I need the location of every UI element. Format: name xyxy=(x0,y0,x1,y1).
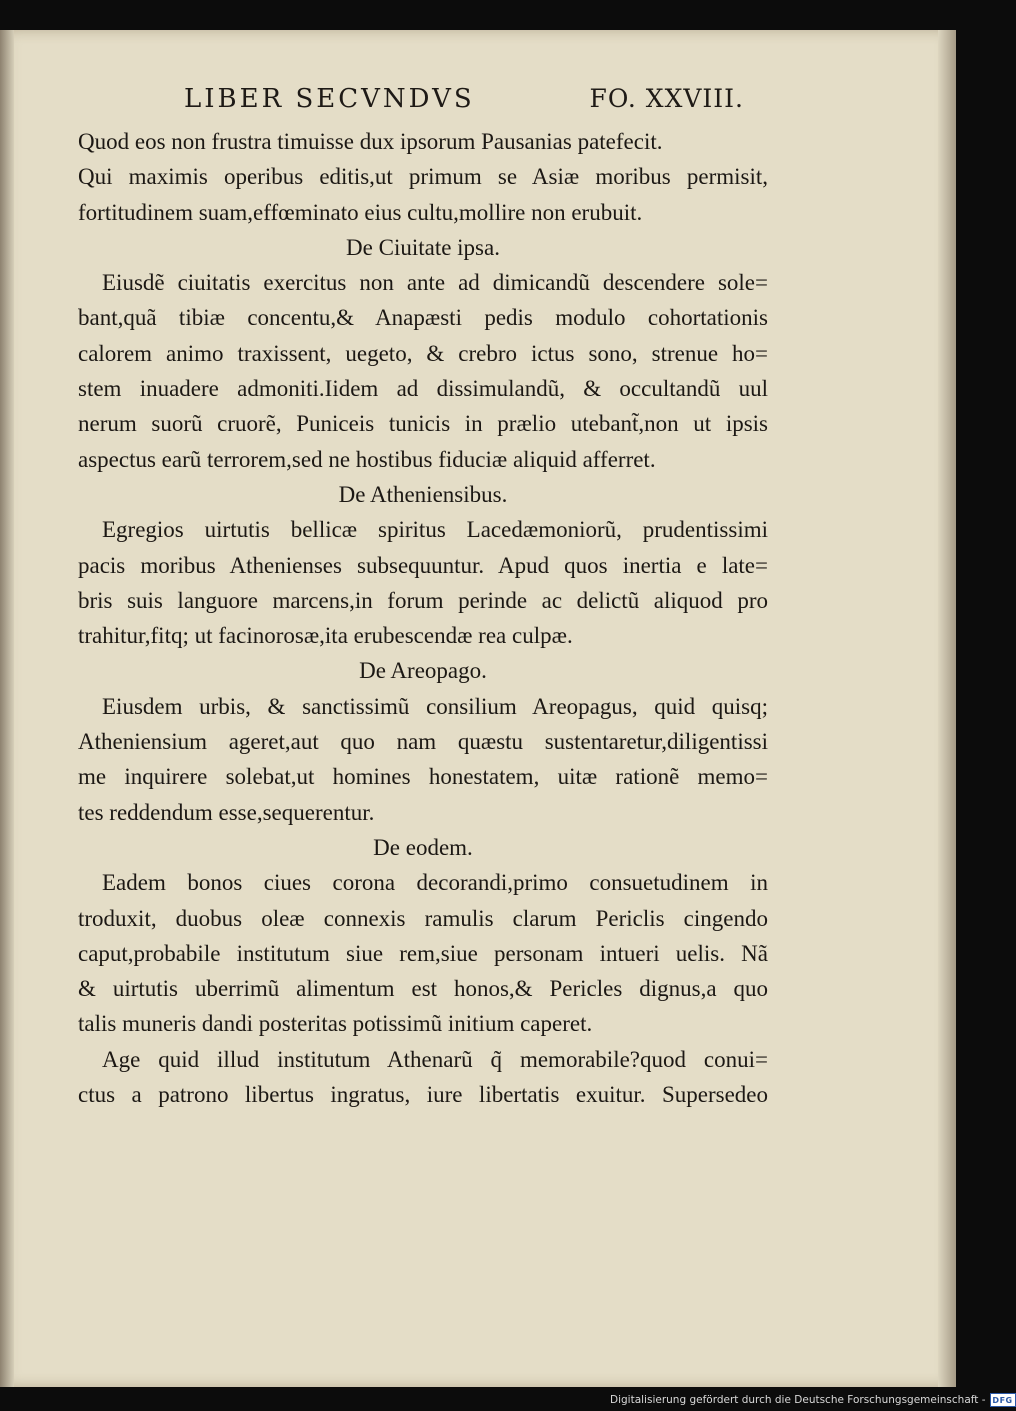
text-line: ctus a patrono libertus ingratus, iure libertatis exuitur. Supersedeo xyxy=(78,1082,768,1108)
dfg-logo-icon: DFG xyxy=(990,1393,1016,1407)
text-line: Eiusdẽ ciuitatis exercitus non ante ad dimicandũ descendere sole= xyxy=(102,270,768,296)
text-line: trahitur,fitq; ut facinorosæ,ita erubescendæ rea culpæ. xyxy=(78,623,573,649)
text-line: tes reddendum esse,sequerentur. xyxy=(78,799,375,825)
section-heading: De Areopago. xyxy=(359,658,487,684)
section-heading: De Ciuitate ipsa. xyxy=(346,234,500,260)
text-line: pacis moribus Athenienses subsequuntur. Apud quos inertia e late= xyxy=(78,552,768,578)
text-line: bris suis languore marcens,in forum perinde ac delictũ aliquod pro xyxy=(78,587,768,613)
credit-text: Digitalisierung gefördert durch die Deutsche Forschungsgemeinschaft - xyxy=(610,1394,986,1406)
page-right-edge xyxy=(938,30,956,1387)
text-line: troduxit, duobus oleæ connexis ramulis clarum Periclis cingendo xyxy=(78,905,768,931)
body-text xyxy=(78,124,768,1112)
digitization-credit xyxy=(610,1392,1016,1408)
text-line: bant,quã tibiæ concentu,& Anapæsti pedis modulo cohortationis xyxy=(78,305,768,331)
text-line: me inquirere solebat,ut homines honestatem, uitæ rationẽ memo= xyxy=(78,764,768,790)
text-line: stem inuadere admoniti.Iidem ad dissimulandũ, & occultandũ uul xyxy=(78,376,768,402)
text-line: Eadem bonos ciues corona decorandi,primo consuetudinem in xyxy=(102,870,768,896)
section-heading: De Atheniensibus. xyxy=(338,481,508,507)
text-line: Eiusdem urbis, & sanctissimũ consilium Areopagus, quid quisq; xyxy=(102,693,768,719)
text-line: nerum suorũ cruorẽ, Puniceis tunicis in prælio utebant̃,non ut ipsis xyxy=(78,411,768,437)
text-line: caput,probabile institutum siue rem,siue personam intueri uelis. Nã xyxy=(78,940,768,966)
text-line: & uirtutis uberrimũ alimentum est honos,& Pericles dignus,a quo xyxy=(78,976,768,1002)
folio-number: FO. XXVIII. xyxy=(589,84,744,113)
text-line: calorem animo traxissent, uegeto, & crebro ictus sono, strenue ho= xyxy=(78,340,768,366)
running-head: LIBER SECVNDVS xyxy=(184,84,475,114)
text-line: Qui maximis operibus editis,ut primum se Asiæ moribus permisit, xyxy=(78,164,768,190)
text-line: Atheniensium ageret,aut quo nam quæstu sustentaretur,diligentissi xyxy=(78,729,768,755)
text-line: Age quid illud institutum Athenarũ q̃ memorabile?quod conui= xyxy=(102,1046,768,1072)
text-line: Quod eos non frustra timuisse dux ipsorum Pausanias patefecit. xyxy=(78,129,663,154)
text-line: aspectus earũ terrorem,sed ne hostibus fiduciæ aliquid afferret. xyxy=(78,446,656,472)
section-heading: De eodem. xyxy=(373,834,473,860)
text-line: Egregios uirtutis bellicæ spiritus Lacedæmoniorũ, prudentissimi xyxy=(102,517,768,543)
text-line: fortitudinem suam,effœminato eius cultu,mollire non erubuit. xyxy=(78,199,643,225)
page-header xyxy=(184,84,744,124)
page-left-edge xyxy=(0,30,14,1387)
text-line: talis muneris dandi posteritas potissimũ initium caperet. xyxy=(78,1011,593,1037)
